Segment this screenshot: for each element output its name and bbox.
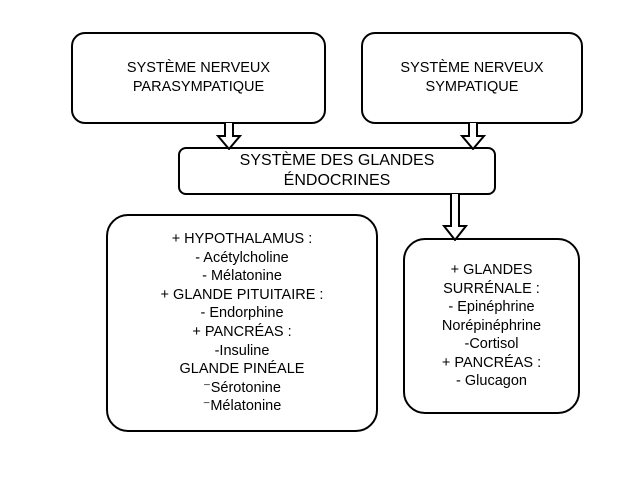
node-line: Norépinéphrine	[441, 317, 542, 334]
node-parasympathetic-nervous-system[interactable]	[71, 32, 326, 124]
node-line: ÉNDOCRINES	[283, 172, 391, 189]
node-line: -Cortisol	[464, 336, 519, 353]
node-line: + PANCRÉAS :	[192, 324, 292, 340]
node-line: SURRÉNALE :	[443, 280, 540, 297]
node-left-detail-text	[108, 230, 376, 415]
node-line: SYSTÈME DES GLANDES	[239, 151, 435, 169]
node-line: GLANDE PINÉALE	[179, 361, 305, 378]
node-endocrine-gland-system[interactable]	[178, 147, 496, 195]
node-parasympathetic-hormones[interactable]	[106, 214, 378, 432]
node-sympathetic-nervous-system[interactable]	[361, 32, 583, 124]
node-line: SYSTÈME NERVEUX	[126, 60, 271, 77]
node-line: + GLANDE PITUITAIRE :	[160, 286, 324, 303]
node-parasympathetic-text	[73, 59, 324, 96]
node-line: - Acétylcholine	[195, 249, 289, 266]
node-sympathetic-text	[363, 59, 581, 96]
node-line: PARASYMPATIQUE	[132, 79, 265, 95]
node-line: SYMPATIQUE	[425, 79, 519, 95]
node-endocrine-text	[180, 151, 494, 192]
node-line: + PANCRÉAS :	[441, 354, 542, 371]
node-line: - Endorphine	[200, 305, 284, 322]
arrow-down-icon	[214, 122, 244, 150]
node-line: ⁻Mélatonine	[202, 398, 282, 415]
node-line: SYSTÈME NERVEUX	[400, 60, 544, 77]
arrow-down-icon	[458, 122, 488, 150]
node-line: + GLANDES	[450, 262, 533, 279]
node-sympathetic-hormones[interactable]	[403, 238, 580, 414]
node-line: - Glucagon	[456, 373, 527, 390]
node-line: -Insuline	[214, 342, 270, 359]
node-line: + HYPOTHALAMUS :	[171, 231, 313, 248]
node-right-detail-text	[405, 261, 578, 391]
node-line: - Mélatonine	[202, 268, 282, 285]
node-line: ⁻Sérotonine	[203, 379, 281, 396]
arrow-down-icon	[440, 193, 470, 241]
node-line: - Epinéphrine	[448, 299, 535, 316]
